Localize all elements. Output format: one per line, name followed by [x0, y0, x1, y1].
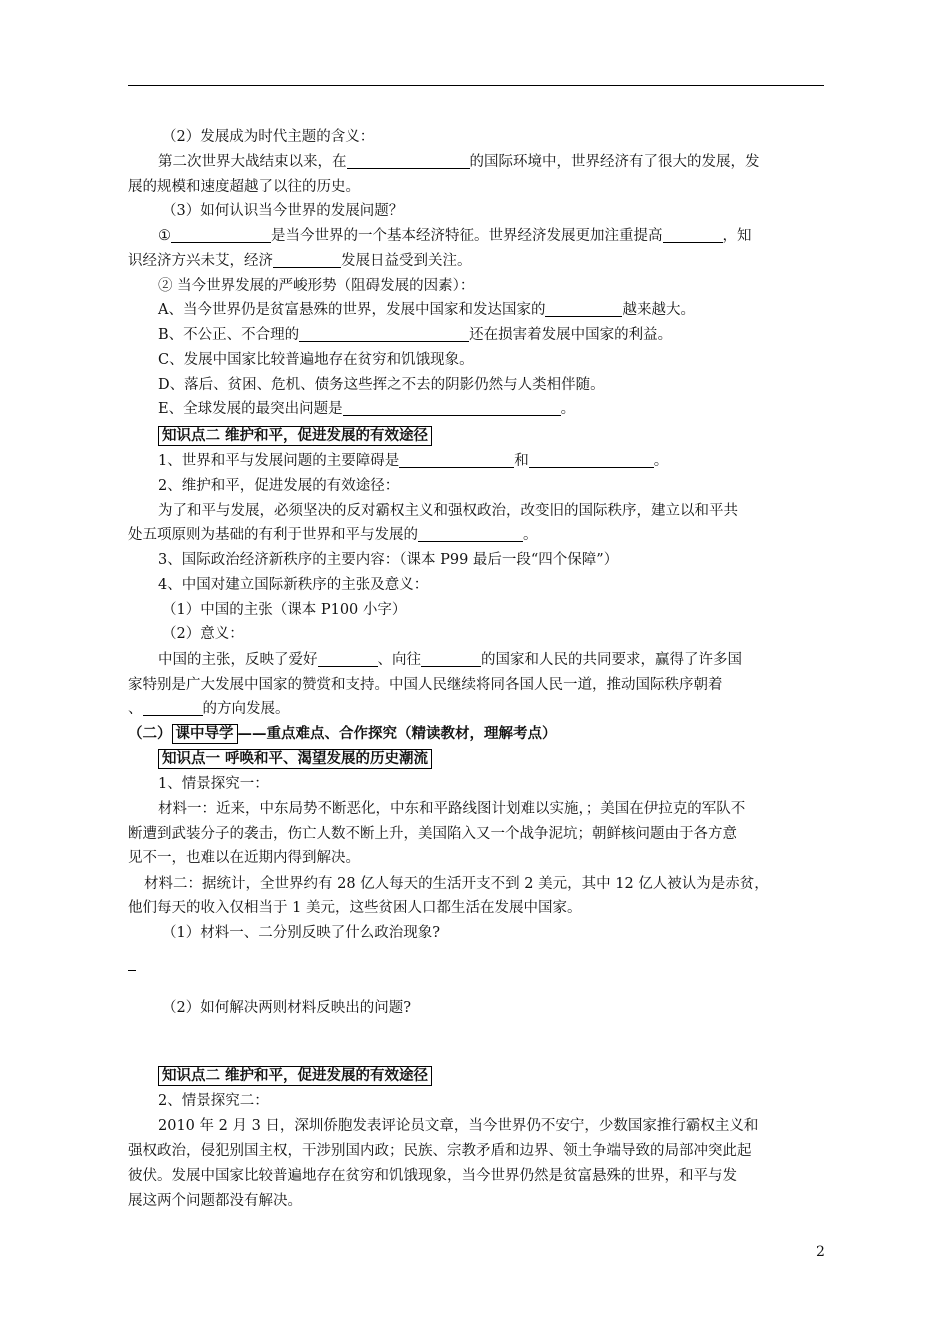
paragraph-line: 强权政治，侵犯别国主权，干涉别国内政；民族、宗教矛盾和边界、领土争端导致的局部冲突此起 [128, 1143, 752, 1159]
paragraph-line: 3、国际政治经济新秩序的主要内容：（课本 P99 最后一段“四个保障”） [158, 552, 619, 568]
material-line: 他们每天的收入仅相当于 1 美元，这些贫困人口都生活在发展中国家。 [128, 900, 582, 916]
list-item: E、全球发展的最突出问题是 。 [158, 401, 576, 417]
subheading-question: （3）如何认识当今世界的发展问题？ [162, 203, 404, 219]
fill-blank[interactable] [399, 451, 514, 468]
material-line: 材料一：近来，中东局势不断恶化，中东和平路线图计划难以实施，；美国在伊拉克的军队不 [158, 801, 746, 817]
material-line: 见不一，也难以在近期内得到解决。 [128, 850, 360, 866]
fill-blank[interactable] [529, 451, 654, 468]
paragraph-line: （1）中国的主张（课本 P100 小字） [162, 602, 407, 618]
paragraph-line: 、 的方向发展。 [128, 701, 290, 717]
fill-blank[interactable] [318, 650, 378, 667]
paragraph-line: 为了和平与发展，必须坚决的反对霸权主义和强权政治，改变旧的国际秩序，建立以和平共 [158, 503, 738, 519]
page-number: 2 [816, 1244, 825, 1260]
paragraph-line: 处五项原则为基础的有利于世界和平与发展的 。 [128, 527, 538, 543]
list-item: B、不公正、不合理的 还在损害着发展中国家的利益。 [158, 327, 673, 343]
paragraph-line: 1、情景探究一： [158, 776, 269, 792]
list-item: C、发展中国家比较普遍地存在贫穷和饥饿现象。 [158, 352, 474, 368]
paragraph-line: 1、世界和平与发展问题的主要障碍是 和 。 [158, 453, 669, 469]
header-rule [128, 85, 824, 86]
fill-blank[interactable] [143, 699, 203, 716]
paragraph-line: 彼伏。发展中国家比较普遍地存在贫穷和饥饿现象，当今世界仍然是贫富悬殊的世界，和平与发 [128, 1168, 737, 1184]
fill-blank[interactable] [343, 399, 561, 416]
fill-blank[interactable] [171, 226, 271, 243]
answer-area[interactable] [128, 952, 828, 976]
question-line: （2）如何解决两则材料反映出的问题? [162, 1000, 411, 1016]
knowledge-point-heading: 知识点一 呼唤和平、渴望发展的历史潮流 [128, 747, 858, 771]
fill-blank[interactable] [421, 650, 481, 667]
paragraph-line: ② 当今世界发展的严峻形势（阻碍发展的因素）： [158, 278, 475, 294]
fill-blank[interactable] [299, 325, 469, 342]
fill-blank[interactable] [273, 251, 341, 268]
question-line: （1）材料一、二分别反映了什么政治现象? [162, 925, 440, 941]
answer-mark[interactable] [128, 960, 136, 971]
fill-blank[interactable] [418, 525, 523, 542]
paragraph-line: ① 是当今世界的一个基本经济特征。世界经济发展更加注重提高 ，知 [158, 228, 752, 244]
paragraph-line: 展的规模和速度超越了以往的历史。 [128, 179, 360, 195]
paragraph-line: 2、情景探究二： [158, 1093, 269, 1109]
list-item: A、当今世界仍是贫富悬殊的世界，发展中国家和发达国家的 越来越大。 [158, 302, 695, 318]
knowledge-point-heading: 知识点二 维护和平，促进发展的有效途径 [128, 1064, 858, 1088]
material-line: 材料二：据统计，全世界约有 28 亿人每天的生活开支不到 2 美元，其中 12 亿人被认为是赤贫， [144, 876, 769, 892]
paragraph-line: 中国的主张，反映了爱好 、向往 的国家和人民的共同要求，赢得了许多国 [158, 652, 742, 668]
paragraph-line: 展这两个问题都没有解决。 [128, 1193, 302, 1209]
paragraph-line: 2010 年 2 月 3 日，深圳侨胞发表评论员文章，当今世界仍不安宁，少数国家推行霸权主义和 [158, 1118, 759, 1134]
fill-blank[interactable] [545, 300, 622, 317]
paragraph-line: 2、维护和平，促进发展的有效途径： [158, 478, 400, 494]
section-title: （二） 课中导学 ——重点难点、合作探究（精读教材，理解考点） [128, 725, 557, 742]
fill-blank[interactable] [663, 226, 723, 243]
fill-blank[interactable] [347, 152, 470, 169]
material-line: 断遭到武装分子的袭击，伤亡人数不断上升，美国陷入又一个战争泥坑；朝鲜核问题由于各方意 [128, 826, 737, 842]
paragraph-line: （2）意义： [162, 626, 244, 642]
paragraph-line: 家特别是广大发展中国家的赞赏和支持。中国人民继续将同各国人民一道，推动国际秩序朝着 [128, 677, 723, 693]
list-item: D、落后、贫困、危机、债务这些挥之不去的阴影仍然与人类相伴随。 [158, 377, 605, 393]
paragraph-line: 4、中国对建立国际新秩序的主张及意义： [158, 577, 429, 593]
subheading-meaning: （2）发展成为时代主题的含义： [162, 129, 375, 145]
knowledge-point-heading: 知识点二 维护和平，促进发展的有效途径 [128, 424, 858, 448]
paragraph-line: 识经济方兴未艾，经济 发展日益受到关注。 [128, 253, 472, 269]
paragraph-line: 第二次世界大战结束以来，在 的国际环境中，世界经济有了很大的发展，发 [158, 154, 760, 170]
